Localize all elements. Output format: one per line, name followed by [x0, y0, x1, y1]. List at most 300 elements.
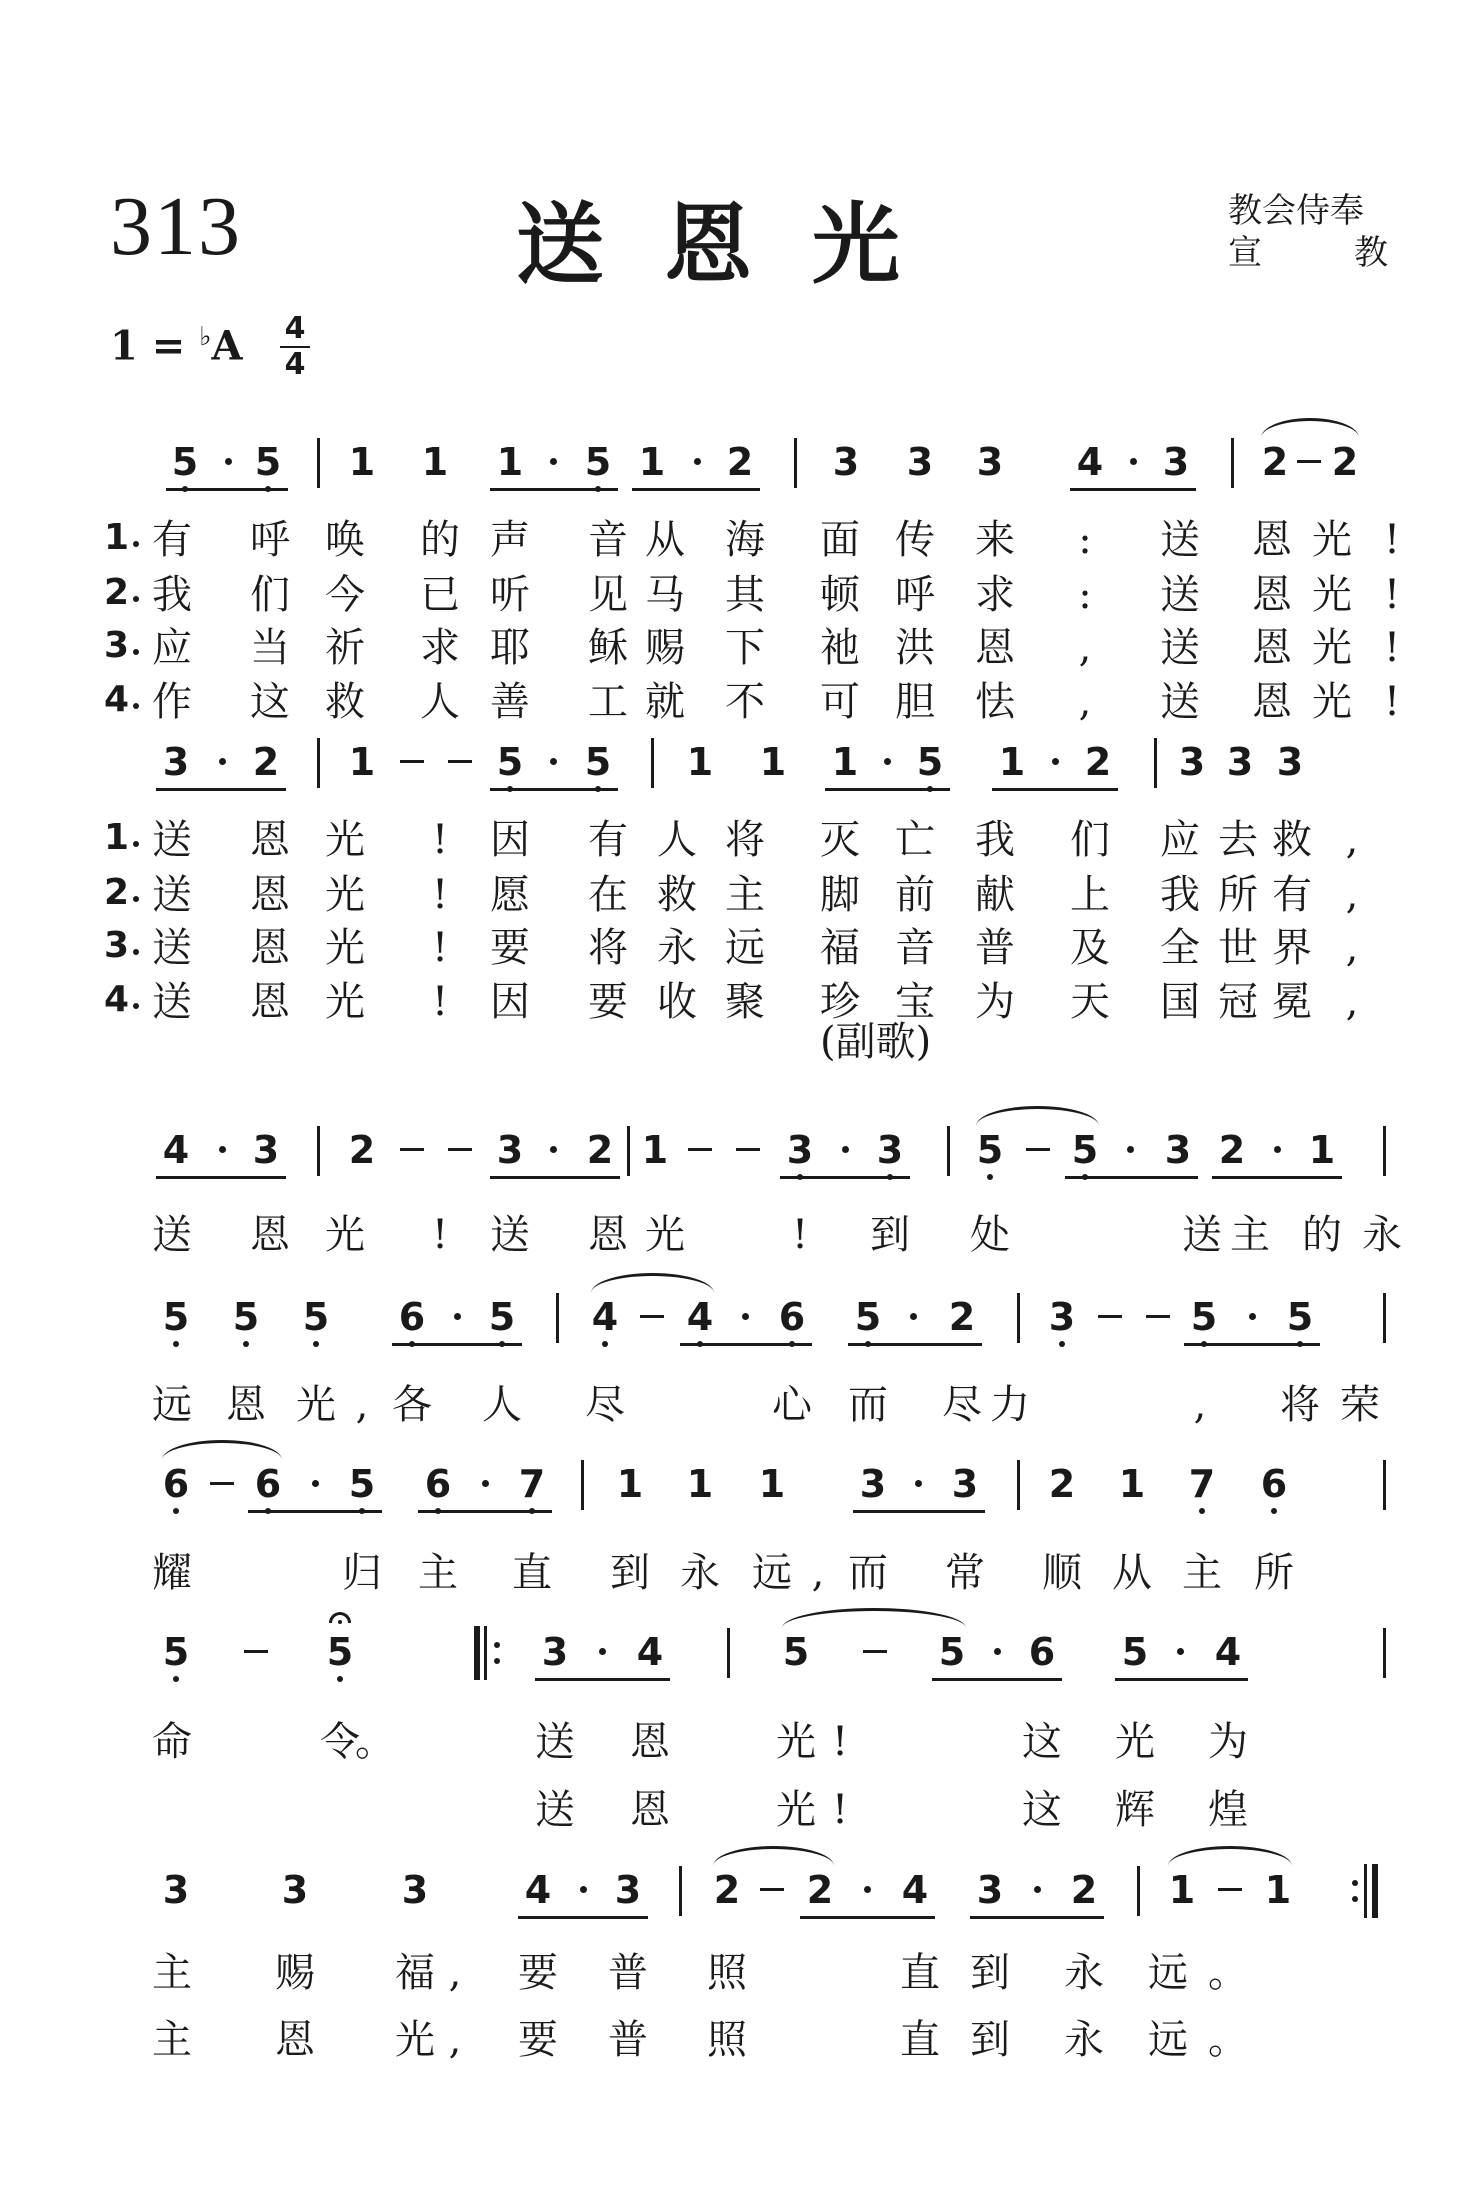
lyric-char: 恩	[975, 625, 1015, 671]
note: 3	[859, 1462, 887, 1506]
lyric-char: 普	[975, 925, 1015, 971]
repeat-part	[494, 1658, 500, 1664]
lyric-char: 见	[588, 572, 628, 618]
note: 1	[1168, 1868, 1196, 1912]
lyric-char: 救	[657, 872, 697, 918]
note: 2	[948, 1295, 976, 1339]
beam-underline	[392, 1343, 522, 1346]
lyric-char: !	[1383, 679, 1401, 725]
barline	[679, 1866, 682, 1916]
extension-dash	[210, 1482, 234, 1485]
note: 3	[1162, 440, 1190, 484]
lyric-char: 处	[970, 1212, 1010, 1258]
lyric-char: 声	[490, 517, 530, 563]
beam-underline	[535, 1678, 670, 1681]
barline	[1383, 1293, 1386, 1343]
lyric-char: 为	[975, 979, 1015, 1025]
beam-underline	[970, 1916, 1104, 1919]
barline	[1383, 1460, 1386, 1510]
lyric-char: 远	[1148, 1950, 1188, 1996]
augmentation-dot	[842, 1146, 849, 1153]
barline	[581, 1460, 584, 1510]
lyric-char: 所	[1254, 1550, 1294, 1596]
note: 3	[951, 1462, 979, 1506]
lyric-char: 人	[420, 679, 460, 725]
extension-dash	[400, 1148, 424, 1151]
lyric-char: 直	[900, 1950, 940, 1996]
barline	[1137, 1866, 1140, 1916]
beam-underline	[680, 1343, 812, 1346]
repeat-part	[1372, 1864, 1378, 1918]
lyric-char: 要	[518, 2017, 558, 2063]
lyric-char: 光	[776, 1787, 816, 1833]
note: 2	[1331, 440, 1359, 484]
time-top: 4	[284, 311, 306, 346]
note: 5	[1063, 1128, 1107, 1172]
verse-number: 1	[104, 517, 130, 558]
key-note: A	[211, 322, 243, 370]
beam-underline	[848, 1343, 982, 1346]
lyric-char: :	[1078, 572, 1092, 618]
lyric-char: 上	[1070, 872, 1110, 918]
barline	[1383, 1126, 1386, 1176]
lyric-char: 光	[776, 1719, 816, 1765]
note: 3	[976, 1868, 1004, 1912]
lyric-char: 。	[355, 1719, 395, 1765]
extension-dash	[640, 1315, 664, 1318]
note: 5	[154, 1630, 198, 1674]
lyric-char: 这	[1022, 1787, 1062, 1833]
lyric-line	[0, 870, 1476, 924]
lyric-char: 已	[420, 572, 460, 618]
lyric-char: 将	[588, 925, 628, 971]
barline	[1154, 738, 1157, 788]
lyric-char: 的	[420, 517, 460, 563]
verse-number: 2	[104, 572, 130, 613]
augmentation-dot	[1034, 1886, 1041, 1893]
lyric-char: 尽	[585, 1382, 625, 1428]
tie-arc	[1168, 1846, 1292, 1866]
note: 1	[1308, 1128, 1336, 1172]
lyric-char: 赐	[275, 1950, 315, 1996]
tie-arc	[591, 1273, 714, 1293]
beam-underline	[518, 1916, 648, 1919]
lyric-char: 人	[482, 1382, 522, 1428]
lyric-char: 到	[870, 1212, 910, 1258]
lyric-char: 灭	[820, 817, 860, 863]
note: 3	[162, 740, 190, 784]
barline	[1231, 438, 1234, 488]
tie-arc	[976, 1106, 1099, 1126]
lyric-char: 为	[1208, 1719, 1248, 1765]
beam-underline	[156, 1176, 286, 1179]
lyric-char: 胆	[895, 679, 935, 725]
note: 4	[1076, 440, 1104, 484]
time-signature	[280, 312, 310, 382]
lyric-char: 救	[325, 679, 365, 725]
lyric-char: 祂	[820, 625, 860, 671]
lyric-char: 赐	[645, 625, 685, 671]
flat-symbol: ♭	[199, 322, 212, 352]
note: 5	[1278, 1295, 1322, 1339]
lyric-line	[0, 1717, 1476, 1771]
note: 6	[246, 1462, 290, 1506]
verse-number: 3	[104, 625, 130, 666]
lyric-char: 送	[535, 1719, 575, 1765]
lyric-char: 恩	[250, 925, 290, 971]
lyric-char: 光	[325, 1212, 365, 1258]
augmentation-dot	[550, 1146, 557, 1153]
lyric-char: 因	[490, 979, 530, 1025]
lyric-char: 归	[342, 1550, 382, 1596]
key-signature	[110, 322, 243, 369]
lyric-char: 要	[490, 925, 530, 971]
lyric-char: 收	[657, 979, 697, 1025]
note: 1	[616, 1462, 644, 1506]
lyric-char: 工	[588, 679, 628, 725]
beam-underline	[166, 488, 288, 491]
lyric-char: 普	[608, 1950, 648, 1996]
beam-underline	[800, 1916, 935, 1919]
lyric-char: 煌	[1208, 1787, 1248, 1833]
lyric-char: 从	[645, 517, 685, 563]
lyric-char: !	[431, 925, 449, 971]
tie-arc	[1261, 418, 1359, 438]
note: 1	[759, 740, 787, 784]
lyric-char: 光	[1115, 1719, 1155, 1765]
note: 1	[641, 1128, 669, 1172]
barline	[627, 1126, 630, 1176]
lyric-char: 光	[325, 872, 365, 918]
augmentation-dot	[884, 758, 891, 765]
beam-underline	[490, 1176, 620, 1179]
lyric-char: 恩	[1252, 517, 1292, 563]
lyric-char: 令	[320, 1719, 360, 1765]
beam-underline	[992, 788, 1118, 791]
category-word-2: 教	[1354, 233, 1388, 273]
augmentation-dot	[580, 1886, 587, 1893]
lyric-char: 面	[820, 517, 860, 563]
lyric-char: ,	[1345, 817, 1359, 863]
note: 1	[348, 440, 376, 484]
lyric-char: 稣	[588, 625, 628, 671]
music-line	[0, 440, 1476, 510]
lyric-char: ,	[811, 1550, 825, 1596]
note: 6	[1028, 1630, 1056, 1674]
lyric-char: 宝	[895, 979, 935, 1025]
lyric-char: 光	[645, 1212, 685, 1258]
lyric-char: 福	[395, 1950, 435, 1996]
note: 3	[832, 440, 860, 484]
note: 3	[1164, 1128, 1192, 1172]
note: 3	[252, 1128, 280, 1172]
note: 1	[686, 740, 714, 784]
note: 5	[782, 1630, 810, 1674]
lyric-char: 光	[1312, 625, 1352, 671]
barline	[1017, 1460, 1020, 1510]
lyric-char: 珍	[820, 979, 860, 1025]
lyric-char: 。	[1208, 1950, 1248, 1996]
extension-dash	[736, 1148, 760, 1151]
note: 2	[1070, 1868, 1098, 1912]
lyric-line	[0, 623, 1476, 677]
lyric-char: 所	[1218, 872, 1258, 918]
lyric-char: :	[1078, 517, 1092, 563]
note: 5	[846, 1295, 890, 1339]
beam-underline	[1184, 1343, 1320, 1346]
note: 3	[162, 1868, 190, 1912]
tie-arc	[162, 1440, 282, 1460]
note: 2	[252, 740, 280, 784]
lyric-char: !	[431, 979, 449, 1025]
beam-underline	[418, 1510, 552, 1513]
note: 5	[908, 740, 952, 784]
lyric-char: 主	[725, 872, 765, 918]
extension-dash	[1218, 1888, 1242, 1891]
note: 1	[638, 440, 666, 484]
lyric-char: !	[431, 1212, 449, 1258]
verse-number: 4	[104, 679, 130, 720]
tie-arc	[782, 1608, 966, 1628]
lyric-char: 主	[152, 2017, 192, 2063]
lyric-char: 脚	[820, 872, 860, 918]
lyric-char: 远	[152, 1382, 192, 1428]
category-line-1: 教会侍奉	[1228, 191, 1364, 231]
lyric-char: 直	[512, 1550, 552, 1596]
augmentation-dot	[1249, 1313, 1256, 1320]
note: 2	[713, 1868, 741, 1912]
note: 4	[678, 1295, 722, 1339]
lyric-char: 福	[820, 925, 860, 971]
lyric-char: 光	[296, 1382, 336, 1428]
lyric-char: 恩	[226, 1382, 266, 1428]
note: 5	[480, 1295, 524, 1339]
barline	[1017, 1293, 1020, 1343]
lyric-char: 直	[900, 2017, 940, 2063]
note: 1	[1118, 1462, 1146, 1506]
lyric-char: 常	[945, 1550, 985, 1596]
lyric-char: 其	[725, 572, 765, 618]
note: 2	[348, 1128, 376, 1172]
lyric-char: 要	[518, 1950, 558, 1996]
repeat-part	[1364, 1864, 1367, 1918]
lyric-char: !	[1383, 572, 1401, 618]
beam-underline	[780, 1176, 910, 1179]
lyric-char: 光	[325, 817, 365, 863]
lyric-char: 各	[392, 1382, 432, 1428]
lyric-char: ,	[1345, 925, 1359, 971]
barline	[651, 738, 654, 788]
lyric-char: 恩	[630, 1787, 670, 1833]
beam-underline	[632, 488, 760, 491]
lyric-char: 前	[895, 872, 935, 918]
verse-number: 4	[104, 979, 130, 1020]
repeat-part	[484, 1626, 487, 1680]
lyric-char: 世	[1218, 925, 1258, 971]
verse-number: 3	[104, 925, 130, 966]
lyric-char: 荣	[1340, 1382, 1380, 1428]
lyric-char: 当	[250, 625, 290, 671]
lyric-char: ,	[448, 1950, 462, 1996]
lyric-char: 送	[535, 1787, 575, 1833]
note: 5	[318, 1630, 362, 1674]
lyric-char: 有	[588, 817, 628, 863]
lyric-char: 下	[725, 625, 765, 671]
lyric-char: 洪	[895, 625, 935, 671]
lyric-char: 照	[707, 1950, 747, 1996]
augmentation-dot	[742, 1313, 749, 1320]
lyric-char: 去	[1218, 817, 1258, 863]
note: 3	[1276, 740, 1304, 784]
augmentation-dot	[599, 1648, 606, 1655]
music-line	[0, 1128, 1476, 1198]
lyric-char: 海	[725, 517, 765, 563]
note: 6	[416, 1462, 460, 1506]
lyric-char: ,	[1078, 679, 1092, 725]
lyric-char: 送	[1160, 679, 1200, 725]
lyric-char: 光	[325, 925, 365, 971]
lyric-char: 的	[1302, 1212, 1342, 1258]
note: 1	[998, 740, 1026, 784]
key-prefix: 1 =	[110, 322, 200, 370]
note: 3	[976, 440, 1004, 484]
beam-underline	[1070, 488, 1196, 491]
note: 5	[154, 1295, 198, 1339]
note: 6	[1252, 1462, 1296, 1506]
lyric-char: 我	[1160, 872, 1200, 918]
note: 5	[1182, 1295, 1226, 1339]
lyric-char: 恩	[1252, 625, 1292, 671]
note: 3	[401, 1868, 429, 1912]
lyric-char: 恩	[588, 1212, 628, 1258]
repeat-start	[472, 1626, 508, 1680]
extension-dash	[448, 760, 472, 763]
lyric-char: 求	[975, 572, 1015, 618]
lyric-char: 恩	[630, 1719, 670, 1765]
lyric-line	[0, 1948, 1476, 2002]
lyric-line	[0, 923, 1476, 977]
note: 4	[524, 1868, 552, 1912]
lyric-char: 界	[1272, 925, 1312, 971]
lyric-char: 亡	[895, 817, 935, 863]
lyric-char: 永	[1064, 2017, 1104, 2063]
beam-underline	[490, 788, 618, 791]
beam-underline	[248, 1510, 382, 1513]
lyric-char: 送	[152, 979, 192, 1025]
lyric-line	[0, 677, 1476, 731]
lyric-char: 送	[1182, 1212, 1222, 1258]
lyric-char: 有	[152, 517, 192, 563]
lyric-char: 耶	[490, 625, 530, 671]
lyric-line	[0, 1785, 1476, 1839]
chorus-label: (副歌)	[820, 1019, 932, 1065]
augmentation-dot	[312, 1480, 319, 1487]
lyric-char: 送	[152, 872, 192, 918]
augmentation-dot	[994, 1648, 1001, 1655]
lyric-char: 来	[975, 517, 1015, 563]
beam-underline	[825, 788, 950, 791]
note: 2	[1261, 440, 1289, 484]
note: 2	[726, 440, 754, 484]
hymn-category	[1228, 190, 1388, 274]
lyric-char: 不	[725, 679, 765, 725]
lyric-char: 音	[588, 517, 628, 563]
lyric-char: 永	[1064, 1950, 1104, 1996]
barline	[727, 1628, 730, 1678]
note: 3	[614, 1868, 642, 1912]
lyric-char: 们	[250, 572, 290, 618]
note: 1	[348, 740, 376, 784]
augmentation-dot	[550, 458, 557, 465]
augmentation-dot	[910, 1313, 917, 1320]
lyric-char: 。	[1208, 2017, 1248, 2063]
lyric-char: 恩	[275, 2017, 315, 2063]
lyric-char: 这	[250, 679, 290, 725]
lyric-char: 将	[1280, 1382, 1320, 1428]
lyric-char: 命	[152, 1719, 192, 1765]
note: 4	[1214, 1630, 1242, 1674]
augmentation-dot	[219, 1146, 226, 1153]
note: 4	[583, 1295, 627, 1339]
augmentation-dot	[1274, 1146, 1281, 1153]
lyric-char: 唤	[325, 517, 365, 563]
augmentation-dot	[915, 1480, 922, 1487]
lyric-char: ,	[1078, 625, 1092, 671]
lyric-char: 献	[975, 872, 1015, 918]
lyric-char: 有	[1272, 872, 1312, 918]
lyric-char: ,	[1345, 979, 1359, 1025]
verse-number: 1	[104, 817, 130, 858]
lyric-char: !	[831, 1719, 849, 1765]
lyric-char: 因	[490, 817, 530, 863]
extension-dash	[400, 760, 424, 763]
note: 1	[496, 440, 524, 484]
note: 3	[541, 1630, 569, 1674]
note: 6	[770, 1295, 814, 1339]
lyric-char: 永	[1362, 1212, 1402, 1258]
lyric-char: 音	[895, 925, 935, 971]
note: 5	[488, 740, 532, 784]
augmentation-dot	[1127, 1146, 1134, 1153]
lyric-char: 我	[152, 572, 192, 618]
note: 3	[906, 440, 934, 484]
extension-dash	[1098, 1315, 1122, 1318]
tie-arc	[713, 1846, 834, 1866]
lyric-char: 恩	[250, 872, 290, 918]
lyric-char: 到	[970, 2017, 1010, 2063]
lyric-char: !	[1383, 625, 1401, 671]
note: 5	[968, 1128, 1012, 1172]
lyric-char: 永	[680, 1550, 720, 1596]
time-bottom: 4	[280, 346, 310, 382]
lyric-char: 到	[970, 1950, 1010, 1996]
beam-underline	[1212, 1176, 1342, 1179]
lyric-char: 远	[725, 925, 765, 971]
lyric-line	[0, 2015, 1476, 2069]
lyric-char: 而	[848, 1382, 888, 1428]
lyric-char: 这	[1022, 1719, 1062, 1765]
music-line	[0, 1462, 1476, 1532]
lyric-char: 而	[848, 1550, 888, 1596]
note: 3	[281, 1868, 309, 1912]
augmentation-dot	[1177, 1648, 1184, 1655]
lyric-char: 求	[420, 625, 460, 671]
repeat-part	[1352, 1880, 1358, 1886]
lyric-char: ,	[448, 2017, 462, 2063]
lyric-char: 恩	[1252, 679, 1292, 725]
lyric-char: 光	[395, 2017, 435, 2063]
lyric-char: 应	[152, 625, 192, 671]
